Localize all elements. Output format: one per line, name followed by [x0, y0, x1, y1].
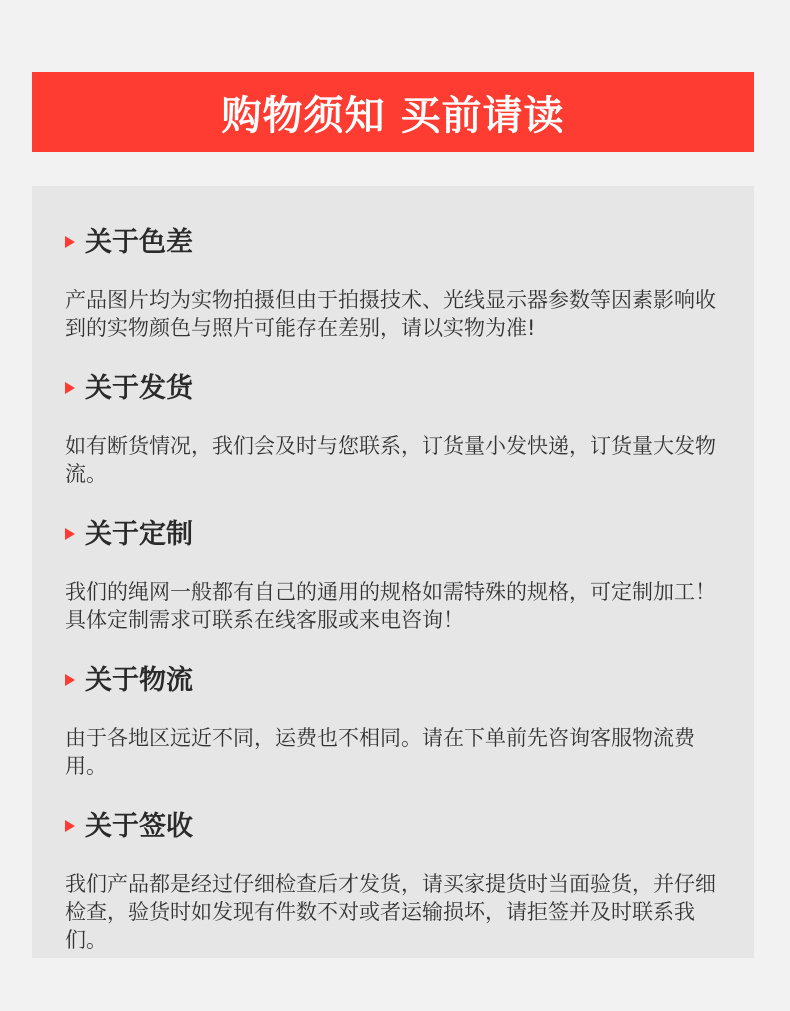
triangle-right-icon [65, 528, 75, 540]
section-body: 由于各地区远近不同，运费也不相同。请在下单前先咨询客服物流费用。 [65, 726, 695, 778]
section-body: 我们的绳网一般都有自己的通用的规格如需特殊的规格，可定制加工！具体定制需求可联系在线客服或来电咨询！ [65, 580, 716, 632]
section-heading [65, 804, 724, 848]
section-heading [65, 658, 724, 702]
triangle-right-icon [65, 236, 75, 248]
banner-title: 购物须知 买前请读 [221, 92, 565, 139]
triangle-right-icon [65, 820, 75, 832]
section-shipping [65, 366, 724, 488]
section-title: 关于物流 [85, 664, 193, 696]
triangle-right-icon [65, 382, 75, 394]
section-heading [65, 512, 724, 556]
section-color-difference [65, 220, 724, 342]
section-title: 关于定制 [85, 518, 193, 550]
section-body: 产品图片均为实物拍摄但由于拍摄技术、光线显示器参数等因素影响收到的实物颜色与照片可能存在差别，请以实物为准! [65, 288, 716, 340]
section-logistics [65, 658, 724, 780]
section-receipt [65, 804, 724, 954]
section-title: 关于发货 [85, 372, 193, 404]
triangle-right-icon [65, 674, 75, 686]
section-body: 如有断货情况，我们会及时与您联系，订货量小发快递，订货量大发物流。 [65, 434, 716, 486]
section-customization [65, 512, 724, 634]
section-heading [65, 366, 724, 410]
section-title: 关于色差 [85, 226, 193, 258]
section-title: 关于签收 [85, 810, 193, 842]
notice-banner [32, 72, 754, 152]
section-body: 我们产品都是经过仔细检查后才发货，请买家提货时当面验货，并仔细检查，验货时如发现有件数不对或者运输损坏，请拒签并及时联系我们。 [65, 872, 716, 952]
section-heading [65, 220, 724, 264]
notice-panel [32, 186, 754, 958]
